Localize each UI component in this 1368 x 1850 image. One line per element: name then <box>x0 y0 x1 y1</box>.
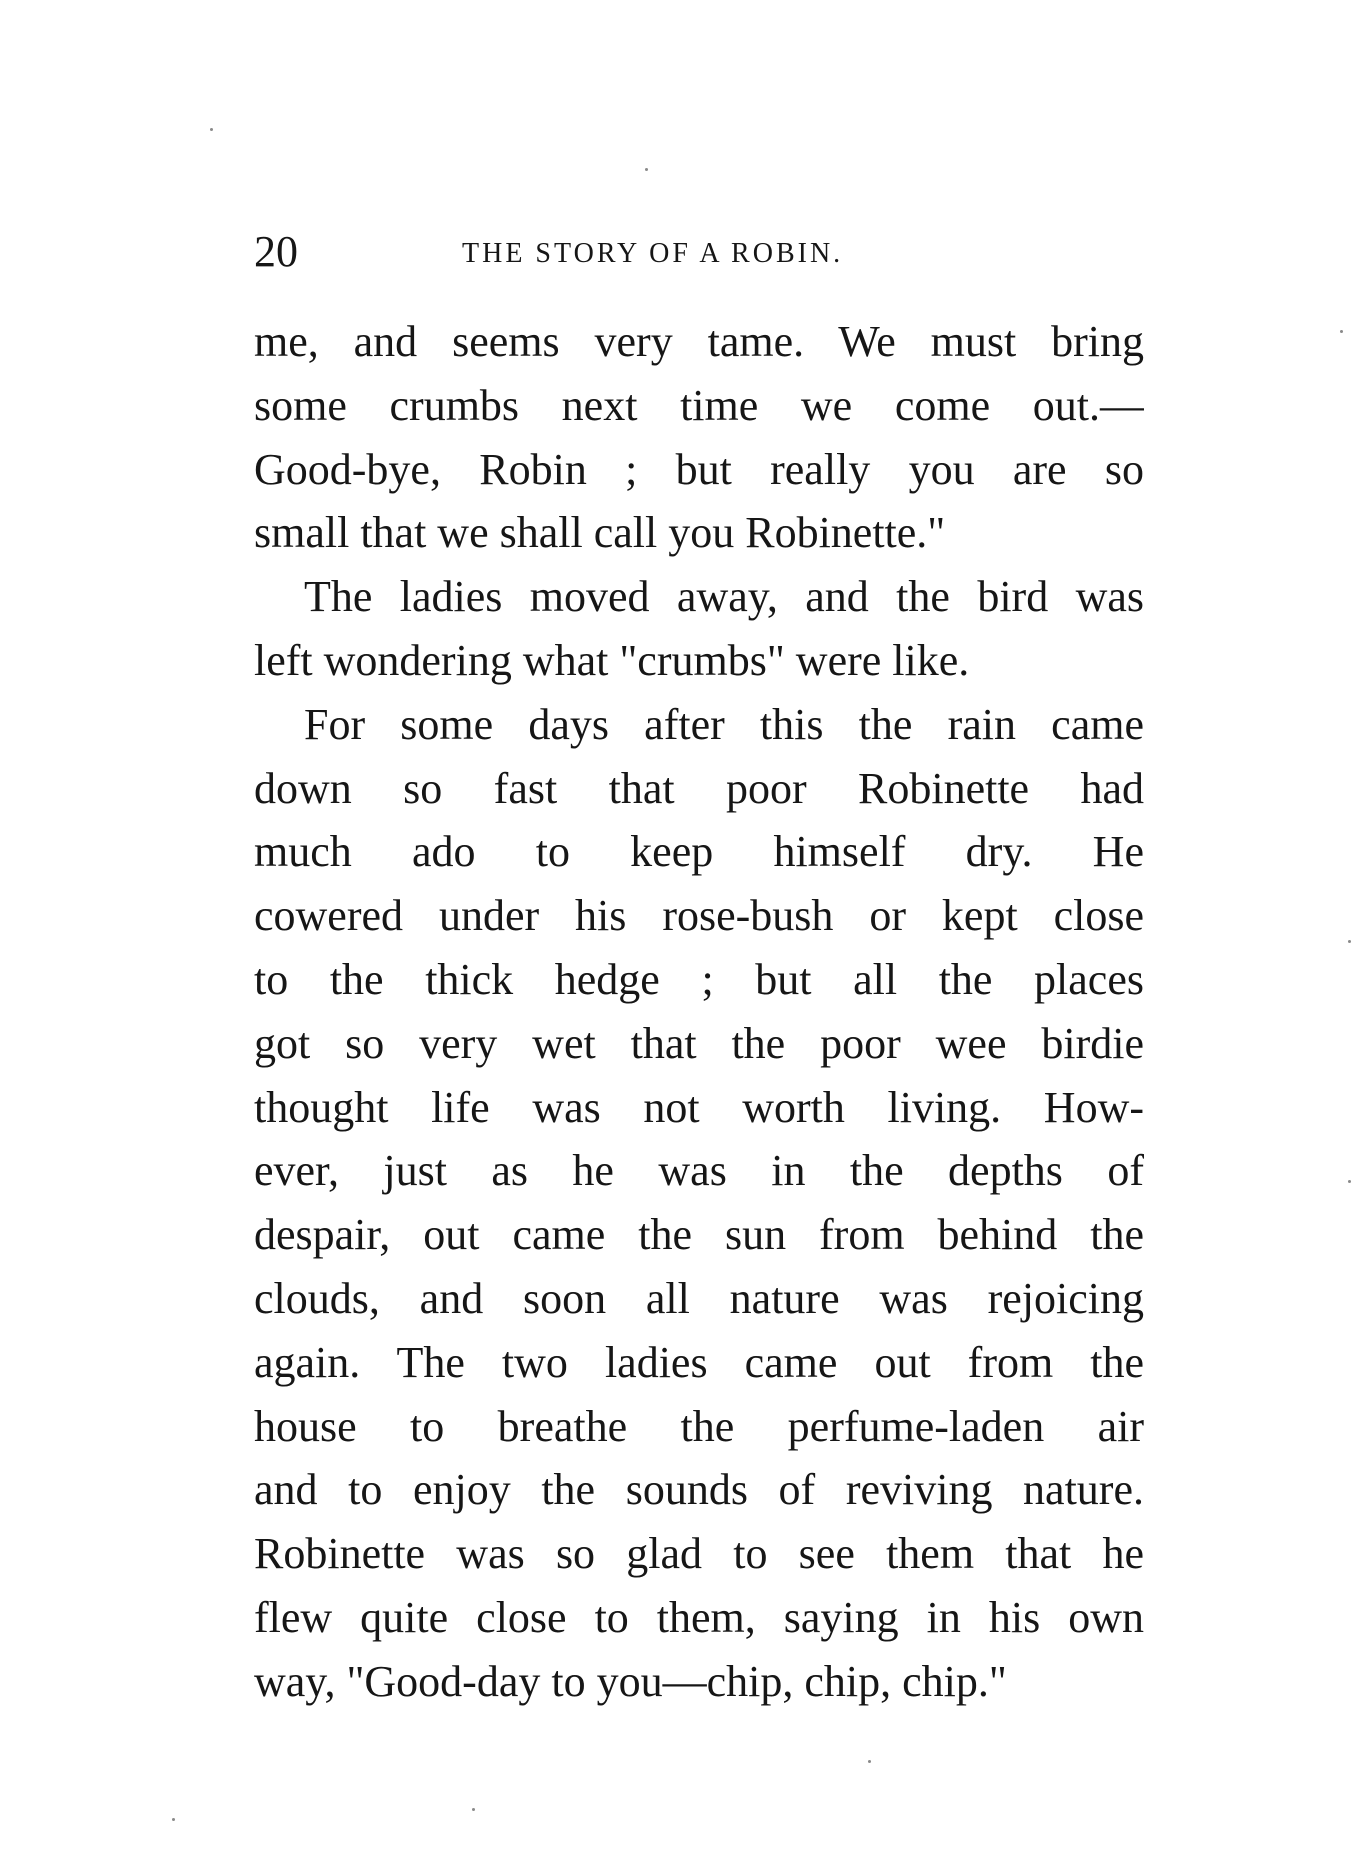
scan-speck <box>472 1808 475 1811</box>
text-line: Good-bye, Robin ; but really you are so <box>254 444 1144 494</box>
text-line: house to breathe the perfume-laden air <box>254 1401 1144 1451</box>
text-line: left wondering what "crumbs" were like. <box>254 635 970 685</box>
text-line: clouds, and soon all nature was rejoicing <box>254 1273 1144 1323</box>
text-line: The ladies moved away, and the bird was <box>304 572 1144 622</box>
text-line: and to enjoy the sounds of reviving nature. <box>254 1465 1144 1515</box>
text-line: me, and seems very tame. We must bring <box>254 317 1144 366</box>
text-line: ever, just as he was in the depths of <box>254 1146 1144 1196</box>
running-title: THE STORY OF A ROBIN. <box>462 238 844 269</box>
scan-speck <box>1348 940 1351 943</box>
text-line: way, "Good-day to you—chip, chip, chip." <box>254 1656 1007 1706</box>
text-line: thought life was not worth living. How- <box>254 1082 1144 1132</box>
text-line: For some days after this the rain came <box>304 699 1144 749</box>
scan-speck <box>868 1760 871 1763</box>
text-line: flew quite close to them, saying in his own <box>254 1592 1144 1642</box>
text-line: again. The two ladies came out from the <box>254 1337 1144 1387</box>
scan-speck <box>645 168 648 171</box>
text-line: Robinette was so glad to see them that he <box>254 1529 1144 1579</box>
text-line: much ado to keep himself dry. He <box>254 827 1144 877</box>
text-line: some crumbs next time we come out.— <box>254 380 1144 430</box>
body-text <box>254 310 1144 1714</box>
scan-speck <box>1348 1180 1351 1183</box>
scan-speck <box>1340 330 1343 333</box>
scan-speck <box>172 1818 175 1821</box>
text-line: despair, out came the sun from behind the <box>254 1210 1144 1260</box>
text-line: to the thick hedge ; but all the places <box>254 954 1144 1004</box>
page-header <box>254 226 1134 278</box>
page-number: 20 <box>254 227 298 276</box>
text-line: small that we shall call you Robinette." <box>254 508 946 558</box>
text-line: got so very wet that the poor wee birdie <box>254 1018 1144 1068</box>
scan-speck <box>210 128 213 131</box>
text-line: cowered under his rose-bush or kept close <box>254 891 1144 941</box>
text-line: down so fast that poor Robinette had <box>254 763 1144 813</box>
